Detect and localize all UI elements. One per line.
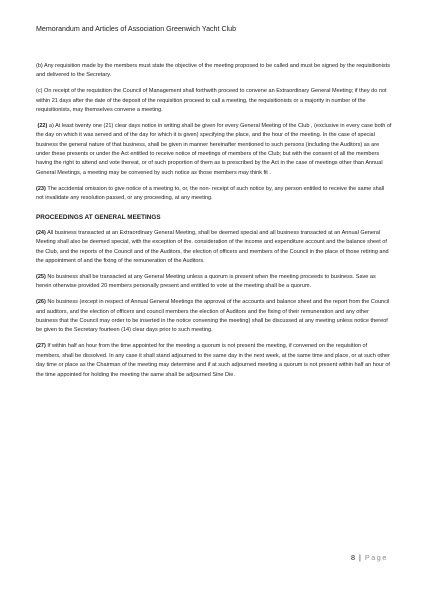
clause-number: (24) xyxy=(36,230,46,237)
clause-text: All business transacted at an Extraordinary General Meeting, shall be deemed special and all business transacted at an Annual General Meeting shall also be deemed special, with the exception of the. consideration of the income and expenditure account and the balance sheet of the Club, and the reports of the Council and of the Auditors, the election of officers and members of the Council in the place of those retiring and the appointment of and the fixing of the remuneration of the Auditors. xyxy=(36,230,389,265)
footer-separator: | xyxy=(358,553,361,562)
page-footer xyxy=(351,553,388,562)
clause-text: a) At least twenty one (21) clear days notice in writing shall be given for every General Meeting of the Club , (exclusive in every case both of the day on which it was served and of the day for which it is given) specifying the place, and the hour of the meeting. In the case of special business the general nature of that business, shall be given in manner hereinafter mentioned to such persons (including the Auditors) as are under these presents or under the Act entitled to receive notice of meetings of members of the Club; but with the consent of all the members having the right to attend and vote thereat, or of such proportion of them as is prescribed by the Act in the case of meetings other than Annual General Meetings, a meeting may be convened by such notice as those members may think fit . xyxy=(36,122,392,176)
clause-text: The accidental omission to give notice of a meeting to, or, the non- receipt of such notice by, any person entitled to receive the same shall not invalidate any resolution passed, or any proceeding, at any meeting. xyxy=(36,185,385,202)
clause-number: (23) xyxy=(36,185,46,192)
paragraph-b xyxy=(36,62,392,81)
clause-24 xyxy=(36,229,392,267)
clause-number: (25) xyxy=(36,274,46,281)
page-number: 8 xyxy=(350,553,355,562)
clause-number: (22) xyxy=(37,122,48,129)
clause-text: If within half an hour from the time appointed for the meeting a quorum is not present the meeting, if convened on the requisition of members, shall be dissolved. In any case it shall stand adjourned to the same day in the next week, at the same time and place, or at such other day time or place as the Chairman of the meeting may determine and if at such adjourned meeting a quorum is not present within half an hour of the time appointed for holding the meeting the same shall be adjourned Sine Die. xyxy=(36,343,390,378)
section-heading: PROCEEDINGS AT GENERAL MEETINGS xyxy=(36,214,161,222)
clause-25 xyxy=(36,273,392,292)
clause-number: (26) xyxy=(36,299,46,306)
paragraphs-after xyxy=(36,229,392,380)
clause-27 xyxy=(36,342,392,380)
page-word: Page xyxy=(364,553,388,562)
clause-text: (c) On receipt of the requisition the Council of Management shall forthwith proceed to convene an Extraordinary General Meeting; if they do not within 21 days after the date of the deposit of the requisition proceed to call a meeting, the requisitionists or a majority in number of the requisitionists, may themselves convene a meeting. xyxy=(36,88,387,114)
clause-23 xyxy=(36,185,392,204)
clause-number: (27) xyxy=(36,343,46,350)
document-body xyxy=(36,62,392,386)
clause-text: No business shall be transacted at any General Meeting unless a quorum is present when the meeting proceeds to business. Save as herein otherwise provided 20 members personally present and entitled to vote at the meeting shall be a quorum. xyxy=(36,274,376,290)
paragraphs-before xyxy=(36,62,392,203)
clause-22 xyxy=(36,122,392,178)
clause-text: (b) Any requisition made by the members must state the objective of the meeting proposed to be called and must be signed by the requisitionists and delivered to the Secretary. xyxy=(36,63,390,79)
clause-text: No business (except in respect of Annual General Meetings the approval of the accounts and balance sheet and the report from the Council and auditors, and the election of officers and council members the election of Auditors and the fixing of their remuneration and any other business that the Council may order to be inserted in the notice convening the meeting) shall be discussed at any meeting unless notice thereof be given to the Secretary fourteen (14) clear days prior to such meeting. xyxy=(36,299,390,334)
paragraph-c xyxy=(36,87,392,115)
running-header: Memorandum and Articles of Association Greenwich Yacht Club xyxy=(36,25,237,33)
clause-26 xyxy=(36,298,392,336)
